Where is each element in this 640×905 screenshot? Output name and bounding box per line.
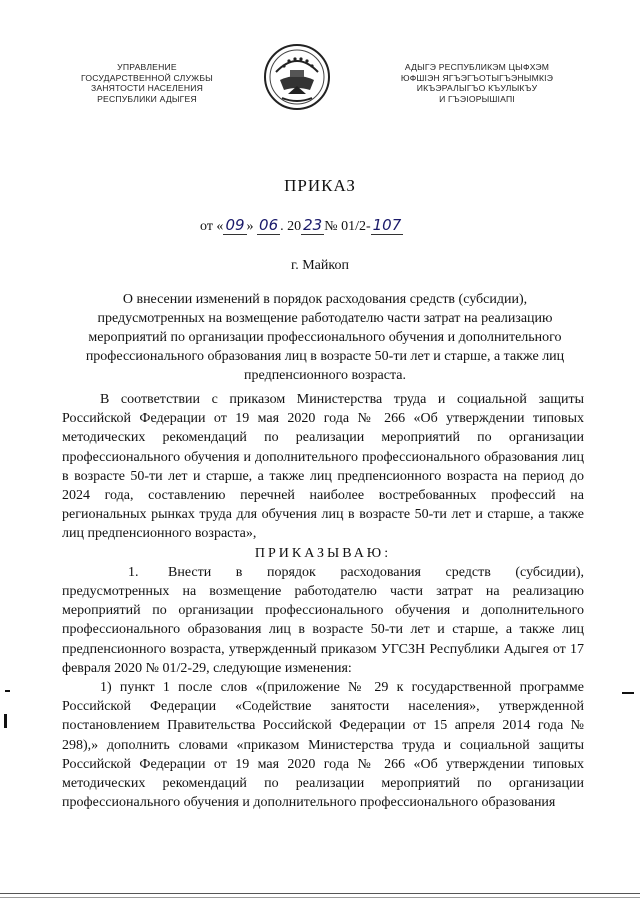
header-left-line: УПРАВЛЕНИЕ: [117, 62, 177, 72]
item-1-1-paragraph: [62, 678, 584, 812]
scan-footer-line: [0, 893, 640, 894]
order-year-handwritten: 23: [303, 216, 323, 234]
preamble-paragraph: В соответствии с приказом Министерства труда и социальной защиты Российской Федерации от 19 мая 2020 года № 266 «Об утверждении типовых методических рекомендаций по реализации мероприятий по организации профессионального обучения и дополнительного профессионального образования лиц в возрасте 50-ти лет и старше, а также лиц предпенсионного возраста на период до 2024 года, составлению перечней наиболее востребованных профессий на региональных рынках труда для обучения лиц в возрасте 50-ти лет и старше, а также лиц предпенсионного возраста»,: [62, 392, 584, 542]
scan-margin-mark: [622, 692, 634, 694]
header-left-line: РЕСПУБЛИКИ АДЫГЕЯ: [97, 93, 197, 104]
scan-margin-mark: [4, 714, 7, 728]
order-day-handwritten: 09: [225, 216, 245, 234]
item-1-text: Внести в порядок расходования средств (субсидии), предусмотренных на возмещение работодателю части затрат на реализацию мероприятий по организации профессионального обучения и дополнительного профессионального образования лиц в возрасте 50-ти лет и старше, а также лиц предпенсионного возраста, утвержденный приказом УГСЗН Республики Адыгея от 17 февраля 2020 № 01/2-29, следующие изменения:: [62, 564, 584, 676]
order-subject: [60, 290, 590, 385]
subject-line: мероприятий по организации профессионального обучения и дополнительного: [88, 330, 562, 345]
city-line: г. Майкоп: [291, 258, 349, 273]
coat-of-arms-icon: [262, 42, 332, 112]
item-1-1-text: пункт 1 после слов «(приложение № 29 к государственной программе Российской Федерации «Содействие занятости населения», утвержденной постановлением Правительства Российской Федерации от 15 апреля 2014 года № 298),» дополнить словами «приказом Министерства труда и социальной защиты Российской Федерации от 19 мая 2020 года № 266 «Об утверждении типовых методических рекомендаций по реализации мероприятий по организации профессионального обучения и дополнительного профессионального образования: [62, 680, 584, 811]
document-body: [62, 390, 584, 812]
header-right-org-name: [372, 62, 582, 104]
order-date-number: [200, 216, 403, 235]
order-month-handwritten: 06: [259, 216, 279, 234]
scan-footer-line: [0, 897, 640, 898]
header-right-line: АДЫГЭ РЕСПУБЛИКЭМ ЦЫФХЭМ: [404, 62, 550, 72]
order-year-prefix: . 20: [280, 219, 302, 234]
scan-margin-mark: [5, 690, 10, 692]
document-title: ПРИКАЗ: [284, 176, 356, 195]
order-date-sep: »: [246, 219, 254, 234]
item-1-number: 1.: [128, 564, 139, 580]
order-word: ПРИКАЗЫВАЮ:: [254, 545, 392, 561]
item-1-paragraph: [62, 563, 584, 678]
item-1-1-number: 1): [100, 680, 112, 696]
header-left-line: ЗАНЯТОСТИ НАСЕЛЕНИЯ: [90, 83, 204, 93]
subject-line: О внесении изменений в порядок расходования средств (субсидии),: [122, 292, 528, 307]
subject-line: предусмотренных на возмещение работодателю части затрат на реализацию: [97, 311, 553, 326]
header-left-org-name: [72, 62, 222, 104]
header-right-line: ЮФШІЭН ЯГЪЭГЪОТЫГЪЭНЫМКІЭ: [400, 72, 554, 83]
subject-line: предпенсионного возраста.: [244, 368, 406, 383]
header-left-line: ГОСУДАРСТВЕННОЙ СЛУЖБЫ: [81, 72, 213, 83]
order-date-prefix: от «: [200, 219, 224, 234]
header-right-line: ИКЪЭРАЛЫГЪО КЪУЛЫКЪУ: [416, 83, 538, 93]
order-number-prefix: № 01/2-: [324, 219, 371, 234]
order-number-handwritten: 107: [372, 216, 402, 234]
subject-line: профессионального образования лиц в возрасте 50-ти лет и старше, а также лиц: [85, 349, 565, 364]
header-right-line: И ГЪЭІОРЫШІАПІ: [439, 93, 515, 104]
